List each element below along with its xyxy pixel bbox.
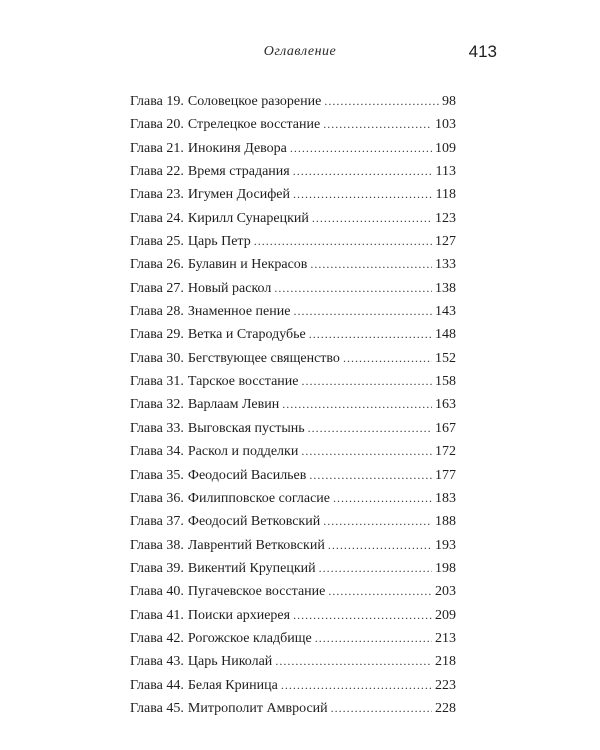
toc-chapter-number: Глава 26.: [130, 257, 184, 273]
toc-chapter-number: Глава 28.: [130, 304, 184, 320]
toc-dot-leader: [310, 253, 432, 276]
toc-entry: [130, 627, 456, 650]
toc-page-number: 138: [435, 280, 456, 296]
toc-chapter-number: Глава 37.: [130, 514, 184, 530]
toc-dot-leader: [343, 347, 432, 370]
toc-entry: [130, 510, 456, 533]
toc-chapter-number: Глава 44.: [130, 677, 184, 693]
toc-page-number: 172: [435, 444, 456, 460]
toc-dot-leader: [308, 417, 432, 440]
toc-chapter-title: Бегствующее священство: [187, 350, 340, 366]
toc-entry: [130, 323, 456, 346]
toc-dot-leader: [323, 113, 432, 136]
toc-entry: [130, 534, 456, 557]
toc-chapter-number: Глава 27.: [130, 280, 184, 296]
toc-chapter-title: Раскол и подделки: [187, 444, 299, 460]
toc-page-number: 218: [435, 654, 456, 670]
toc-chapter-title: Знаменное пение: [187, 304, 291, 320]
toc-chapter-title: Булавин и Некрасов: [187, 257, 308, 273]
toc-chapter-number: Глава 30.: [130, 350, 184, 366]
toc-entry: [130, 440, 456, 463]
toc-dot-leader: [331, 697, 432, 720]
toc-dot-leader: [315, 627, 432, 650]
toc-entry: [130, 160, 456, 183]
toc-chapter-number: Глава 31.: [130, 374, 184, 390]
toc-page-number: 103: [435, 117, 456, 133]
toc-dot-leader: [312, 207, 432, 230]
toc-chapter-title: Выговская пустынь: [187, 420, 305, 436]
toc-entry: [130, 347, 456, 370]
toc-dot-leader: [309, 323, 432, 346]
toc-chapter-number: Глава 41.: [130, 607, 184, 623]
toc-dot-leader: [275, 650, 432, 673]
toc-page-number: 133: [435, 257, 456, 273]
toc-entry: [130, 370, 456, 393]
toc-page-number: 163: [435, 397, 456, 413]
toc-dot-leader: [293, 300, 432, 323]
toc-page-number: 209: [435, 607, 456, 623]
toc-chapter-title: Время страдания: [187, 164, 290, 180]
toc-chapter-title: Феодосий Васильев: [187, 467, 307, 483]
toc-chapter-title: Феодосий Ветковский: [187, 514, 321, 530]
toc-page-number: 183: [435, 490, 456, 506]
toc-chapter-number: Глава 25.: [130, 234, 184, 250]
toc-chapter-title: Кирилл Сунарецкий: [187, 210, 309, 226]
toc-entry: [130, 674, 456, 697]
toc-page-number: 177: [435, 467, 456, 483]
toc-dot-leader: [328, 534, 432, 557]
toc-page-number: 148: [435, 327, 456, 343]
page-number: 413: [468, 42, 497, 61]
toc-chapter-title: Ветка и Стародубье: [187, 327, 306, 343]
toc-chapter-title: Рогожское кладбище: [187, 630, 312, 646]
toc-entry: [130, 557, 456, 580]
toc-chapter-title: Викентий Крупецкий: [187, 560, 316, 576]
toc-chapter-number: Глава 19.: [130, 94, 184, 109]
toc-entry: [130, 604, 456, 627]
toc-page-number: 98: [442, 94, 456, 109]
toc-dot-leader: [293, 604, 432, 627]
toc-dot-leader: [293, 160, 433, 183]
toc-chapter-title: Царь Петр: [187, 234, 251, 250]
toc-chapter-title: Инокиня Девора: [187, 140, 287, 156]
toc-entry: [130, 393, 456, 416]
toc-dot-leader: [281, 674, 432, 697]
toc-page-number: 228: [435, 700, 456, 716]
toc-chapter-title: Митрополит Амвросий: [187, 700, 328, 716]
toc-page-number: 203: [435, 584, 456, 600]
toc-page-number: 158: [435, 374, 456, 390]
toc-dot-leader: [309, 464, 432, 487]
toc-dot-leader: [323, 510, 432, 533]
toc-chapter-title: Стрелецкое восстание: [187, 117, 321, 133]
toc-chapter-number: Глава 29.: [130, 327, 184, 343]
toc-entry: [130, 183, 456, 206]
table-of-contents: [130, 90, 456, 720]
toc-entry: [130, 300, 456, 323]
toc-chapter-title: Филипповское согласие: [187, 490, 330, 506]
toc-chapter-number: Глава 36.: [130, 490, 184, 506]
toc-chapter-number: Глава 32.: [130, 397, 184, 413]
toc-entry: [130, 253, 456, 276]
toc-chapter-title: Поиски архиерея: [187, 607, 291, 623]
toc-page-number: 118: [435, 187, 456, 203]
toc-chapter-title: Игумен Досифей: [187, 187, 291, 203]
toc-chapter-number: Глава 42.: [130, 630, 184, 646]
toc-page-number: 188: [435, 514, 456, 530]
toc-entry: [130, 113, 456, 136]
toc-dot-leader: [293, 183, 433, 206]
running-title: Оглавление: [263, 44, 337, 59]
toc-chapter-title: Царь Николай: [187, 654, 273, 670]
toc-chapter-title: Новый раскол: [187, 280, 272, 296]
toc-chapter-number: Глава 45.: [130, 700, 184, 716]
toc-entry: [130, 207, 456, 230]
toc-chapter-number: Глава 20.: [130, 117, 184, 133]
toc-dot-leader: [301, 440, 432, 463]
toc-dot-leader: [302, 370, 433, 393]
toc-dot-leader: [254, 230, 432, 253]
toc-entry: [130, 580, 456, 603]
toc-chapter-number: Глава 35.: [130, 467, 184, 483]
toc-page-number: 152: [435, 350, 456, 366]
toc-dot-leader: [333, 487, 432, 510]
toc-entry: [130, 464, 456, 487]
toc-chapter-number: Глава 40.: [130, 584, 184, 600]
toc-chapter-number: Глава 39.: [130, 560, 184, 576]
toc-chapter-title: Тарское восстание: [187, 374, 299, 390]
toc-page-number: 223: [435, 677, 456, 693]
toc-entry: [130, 137, 456, 160]
toc-entry: [130, 90, 456, 113]
toc-chapter-title: Белая Криница: [187, 677, 278, 693]
toc-entry: [130, 417, 456, 440]
toc-dot-leader: [328, 580, 432, 603]
toc-chapter-number: Глава 34.: [130, 444, 184, 460]
toc-dot-leader: [324, 90, 439, 113]
toc-page-number: 113: [435, 164, 456, 180]
toc-page-number: 167: [435, 420, 456, 436]
toc-page-number: 109: [435, 140, 456, 156]
toc-entry: [130, 697, 456, 720]
toc-chapter-number: Глава 22.: [130, 164, 184, 180]
toc-entry: [130, 277, 456, 300]
toc-chapter-number: Глава 21.: [130, 140, 184, 156]
toc-chapter-number: Глава 43.: [130, 654, 184, 670]
toc-dot-leader: [290, 137, 432, 160]
toc-page-number: 213: [435, 630, 456, 646]
toc-chapter-title: Лаврентий Ветковский: [187, 537, 325, 553]
toc-page-number: 198: [435, 560, 456, 576]
toc-chapter-number: Глава 24.: [130, 210, 184, 226]
toc-entry: [130, 487, 456, 510]
toc-dot-leader: [319, 557, 432, 580]
toc-entry: [130, 230, 456, 253]
toc-chapter-number: Глава 33.: [130, 420, 184, 436]
toc-page-number: 193: [435, 537, 456, 553]
toc-page-number: 127: [435, 234, 456, 250]
toc-entry: [130, 650, 456, 673]
toc-chapter-title: Пугачевское восстание: [187, 584, 326, 600]
toc-dot-leader: [274, 277, 432, 300]
toc-chapter-title: Соловецкое разорение: [187, 94, 322, 109]
toc-chapter-number: Глава 23.: [130, 187, 184, 203]
toc-page-number: 123: [435, 210, 456, 226]
toc-dot-leader: [282, 393, 432, 416]
toc-page-number: 143: [435, 304, 456, 320]
toc-chapter-number: Глава 38.: [130, 537, 184, 553]
toc-chapter-title: Варлаам Левин: [187, 397, 280, 413]
